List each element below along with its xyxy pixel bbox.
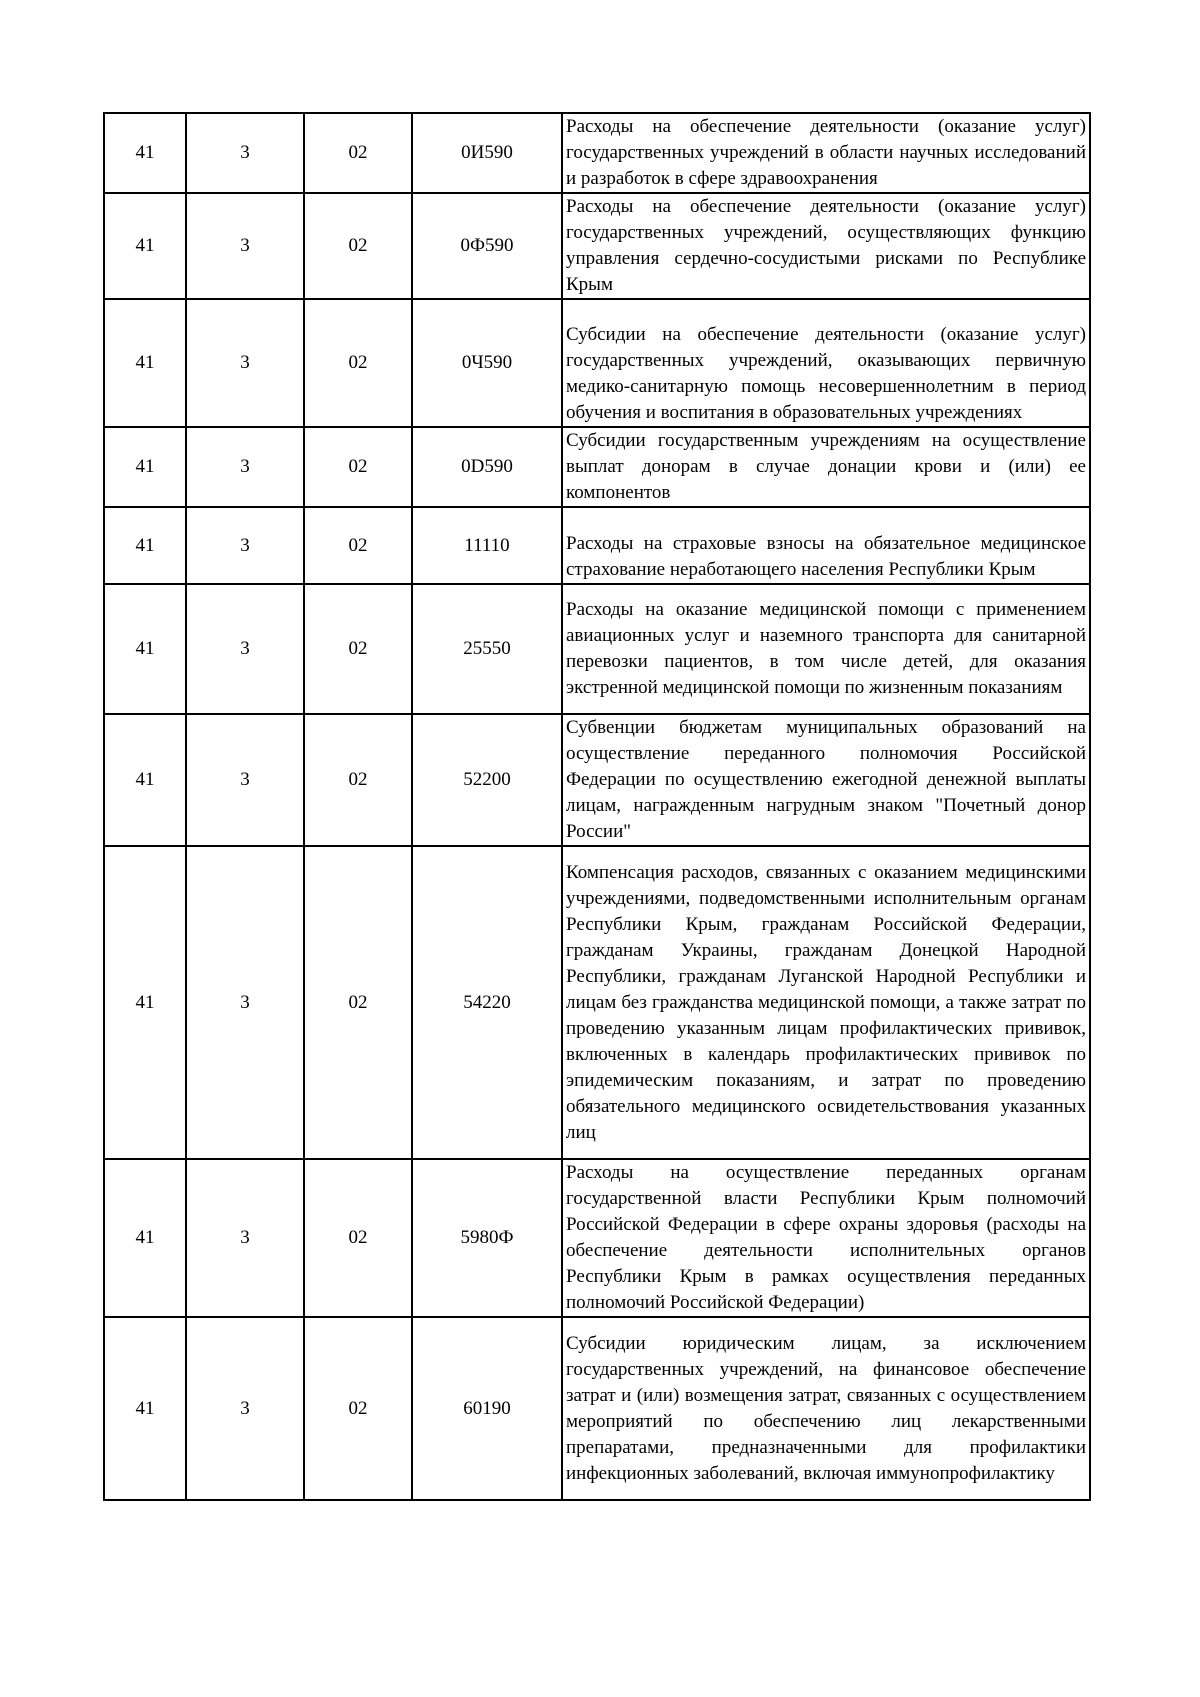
chapter-cell: 41 xyxy=(104,299,186,427)
section-cell: 3 xyxy=(186,584,304,714)
code-cell: 0Ч590 xyxy=(412,299,562,427)
section-cell: 3 xyxy=(186,113,304,193)
description-cell: Субсидии на обеспечение деятельности (оказание услуг) государственных учреждений, оказывающих первичную медико-санитарную помощь несовершеннолетним в период обучения и воспитания в образовательных учреждениях xyxy=(562,299,1090,427)
chapter-cell: 41 xyxy=(104,193,186,299)
section-cell: 3 xyxy=(186,1317,304,1500)
description-cell: Расходы на осуществление переданных органам государственной власти Республики Крым полномочий Российской Федерации в сфере охраны здоровья (расходы на обеспечение деятельности исполнительных органов Республики Крым в рамках осуществления переданных полномочий Российской Федерации) xyxy=(562,1159,1090,1317)
code-cell: 60190 xyxy=(412,1317,562,1500)
description-cell: Расходы на обеспечение деятельности (оказание услуг) государственных учреждений, осуществляющих функцию управления сердечно-сосудистыми рисками по Республике Крым xyxy=(562,193,1090,299)
subsection-cell: 02 xyxy=(304,507,412,584)
chapter-cell: 41 xyxy=(104,846,186,1159)
subsection-cell: 02 xyxy=(304,299,412,427)
description-cell: Субвенции бюджетам муниципальных образований на осуществление переданного полномочия Российской Федерации по осуществлению ежегодной денежной выплаты лицам, награжденным нагрудным знаком "Почетный донор России" xyxy=(562,714,1090,846)
code-cell: 11110 xyxy=(412,507,562,584)
table-row xyxy=(104,714,1090,846)
description-cell: Субсидии юридическим лицам, за исключением государственных учреждений, на финансовое обеспечение затрат и (или) возмещения затрат, связанных с осуществлением мероприятий по обеспечению лиц лекарственными препаратами, предназначенными для профилактики инфекционных заболеваний, включая иммунопрофилактику xyxy=(562,1317,1090,1500)
code-cell: 54220 xyxy=(412,846,562,1159)
chapter-cell: 41 xyxy=(104,584,186,714)
code-cell: 52200 xyxy=(412,714,562,846)
description-cell: Расходы на страховые взносы на обязательное медицинское страхование неработающего населения Республики Крым xyxy=(562,507,1090,584)
code-cell: 0D590 xyxy=(412,427,562,507)
code-cell: 25550 xyxy=(412,584,562,714)
description-cell: Субсидии государственным учреждениям на осуществление выплат донорам в случае донации крови и (или) ее компонентов xyxy=(562,427,1090,507)
section-cell: 3 xyxy=(186,714,304,846)
table-row xyxy=(104,507,1090,584)
subsection-cell: 02 xyxy=(304,846,412,1159)
description-cell: Компенсация расходов, связанных с оказанием медицинскими учреждениями, подведомственными исполнительным органам Республики Крым, гражданам Российской Федерации, гражданам Украины, гражданам Донецкой Народной Республики, гражданам Луганской Народной Республики и лицам без гражданства медицинской помощи, а также затрат по проведению указанным лицам профилактических прививок, включенных в календарь профилактических прививок по эпидемическим показаниям, и затрат по проведению обязательного медицинского освидетельствования указанных лиц xyxy=(562,846,1090,1159)
budget-classification-table xyxy=(103,112,1091,1501)
chapter-cell: 41 xyxy=(104,427,186,507)
table-row xyxy=(104,584,1090,714)
code-cell: 0И590 xyxy=(412,113,562,193)
subsection-cell: 02 xyxy=(304,113,412,193)
chapter-cell: 41 xyxy=(104,1317,186,1500)
subsection-cell: 02 xyxy=(304,427,412,507)
section-cell: 3 xyxy=(186,299,304,427)
section-cell: 3 xyxy=(186,1159,304,1317)
table-row xyxy=(104,299,1090,427)
subsection-cell: 02 xyxy=(304,1159,412,1317)
code-cell: 5980Ф xyxy=(412,1159,562,1317)
table-row xyxy=(104,193,1090,299)
table-row xyxy=(104,1317,1090,1500)
section-cell: 3 xyxy=(186,427,304,507)
subsection-cell: 02 xyxy=(304,714,412,846)
subsection-cell: 02 xyxy=(304,193,412,299)
table-row xyxy=(104,427,1090,507)
subsection-cell: 02 xyxy=(304,1317,412,1500)
description-cell: Расходы на оказание медицинской помощи с применением авиационных услуг и наземного транспорта для санитарной перевозки пациентов, в том числе детей, для оказания экстренной медицинской помощи по жизненным показаниям xyxy=(562,584,1090,714)
chapter-cell: 41 xyxy=(104,1159,186,1317)
chapter-cell: 41 xyxy=(104,507,186,584)
chapter-cell: 41 xyxy=(104,113,186,193)
section-cell: 3 xyxy=(186,507,304,584)
section-cell: 3 xyxy=(186,846,304,1159)
code-cell: 0Ф590 xyxy=(412,193,562,299)
description-cell: Расходы на обеспечение деятельности (оказание услуг) государственных учреждений в области научных исследований и разработок в сфере здравоохранения xyxy=(562,113,1090,193)
subsection-cell: 02 xyxy=(304,584,412,714)
table-row xyxy=(104,846,1090,1159)
table-row xyxy=(104,113,1090,193)
chapter-cell: 41 xyxy=(104,714,186,846)
section-cell: 3 xyxy=(186,193,304,299)
table-row xyxy=(104,1159,1090,1317)
